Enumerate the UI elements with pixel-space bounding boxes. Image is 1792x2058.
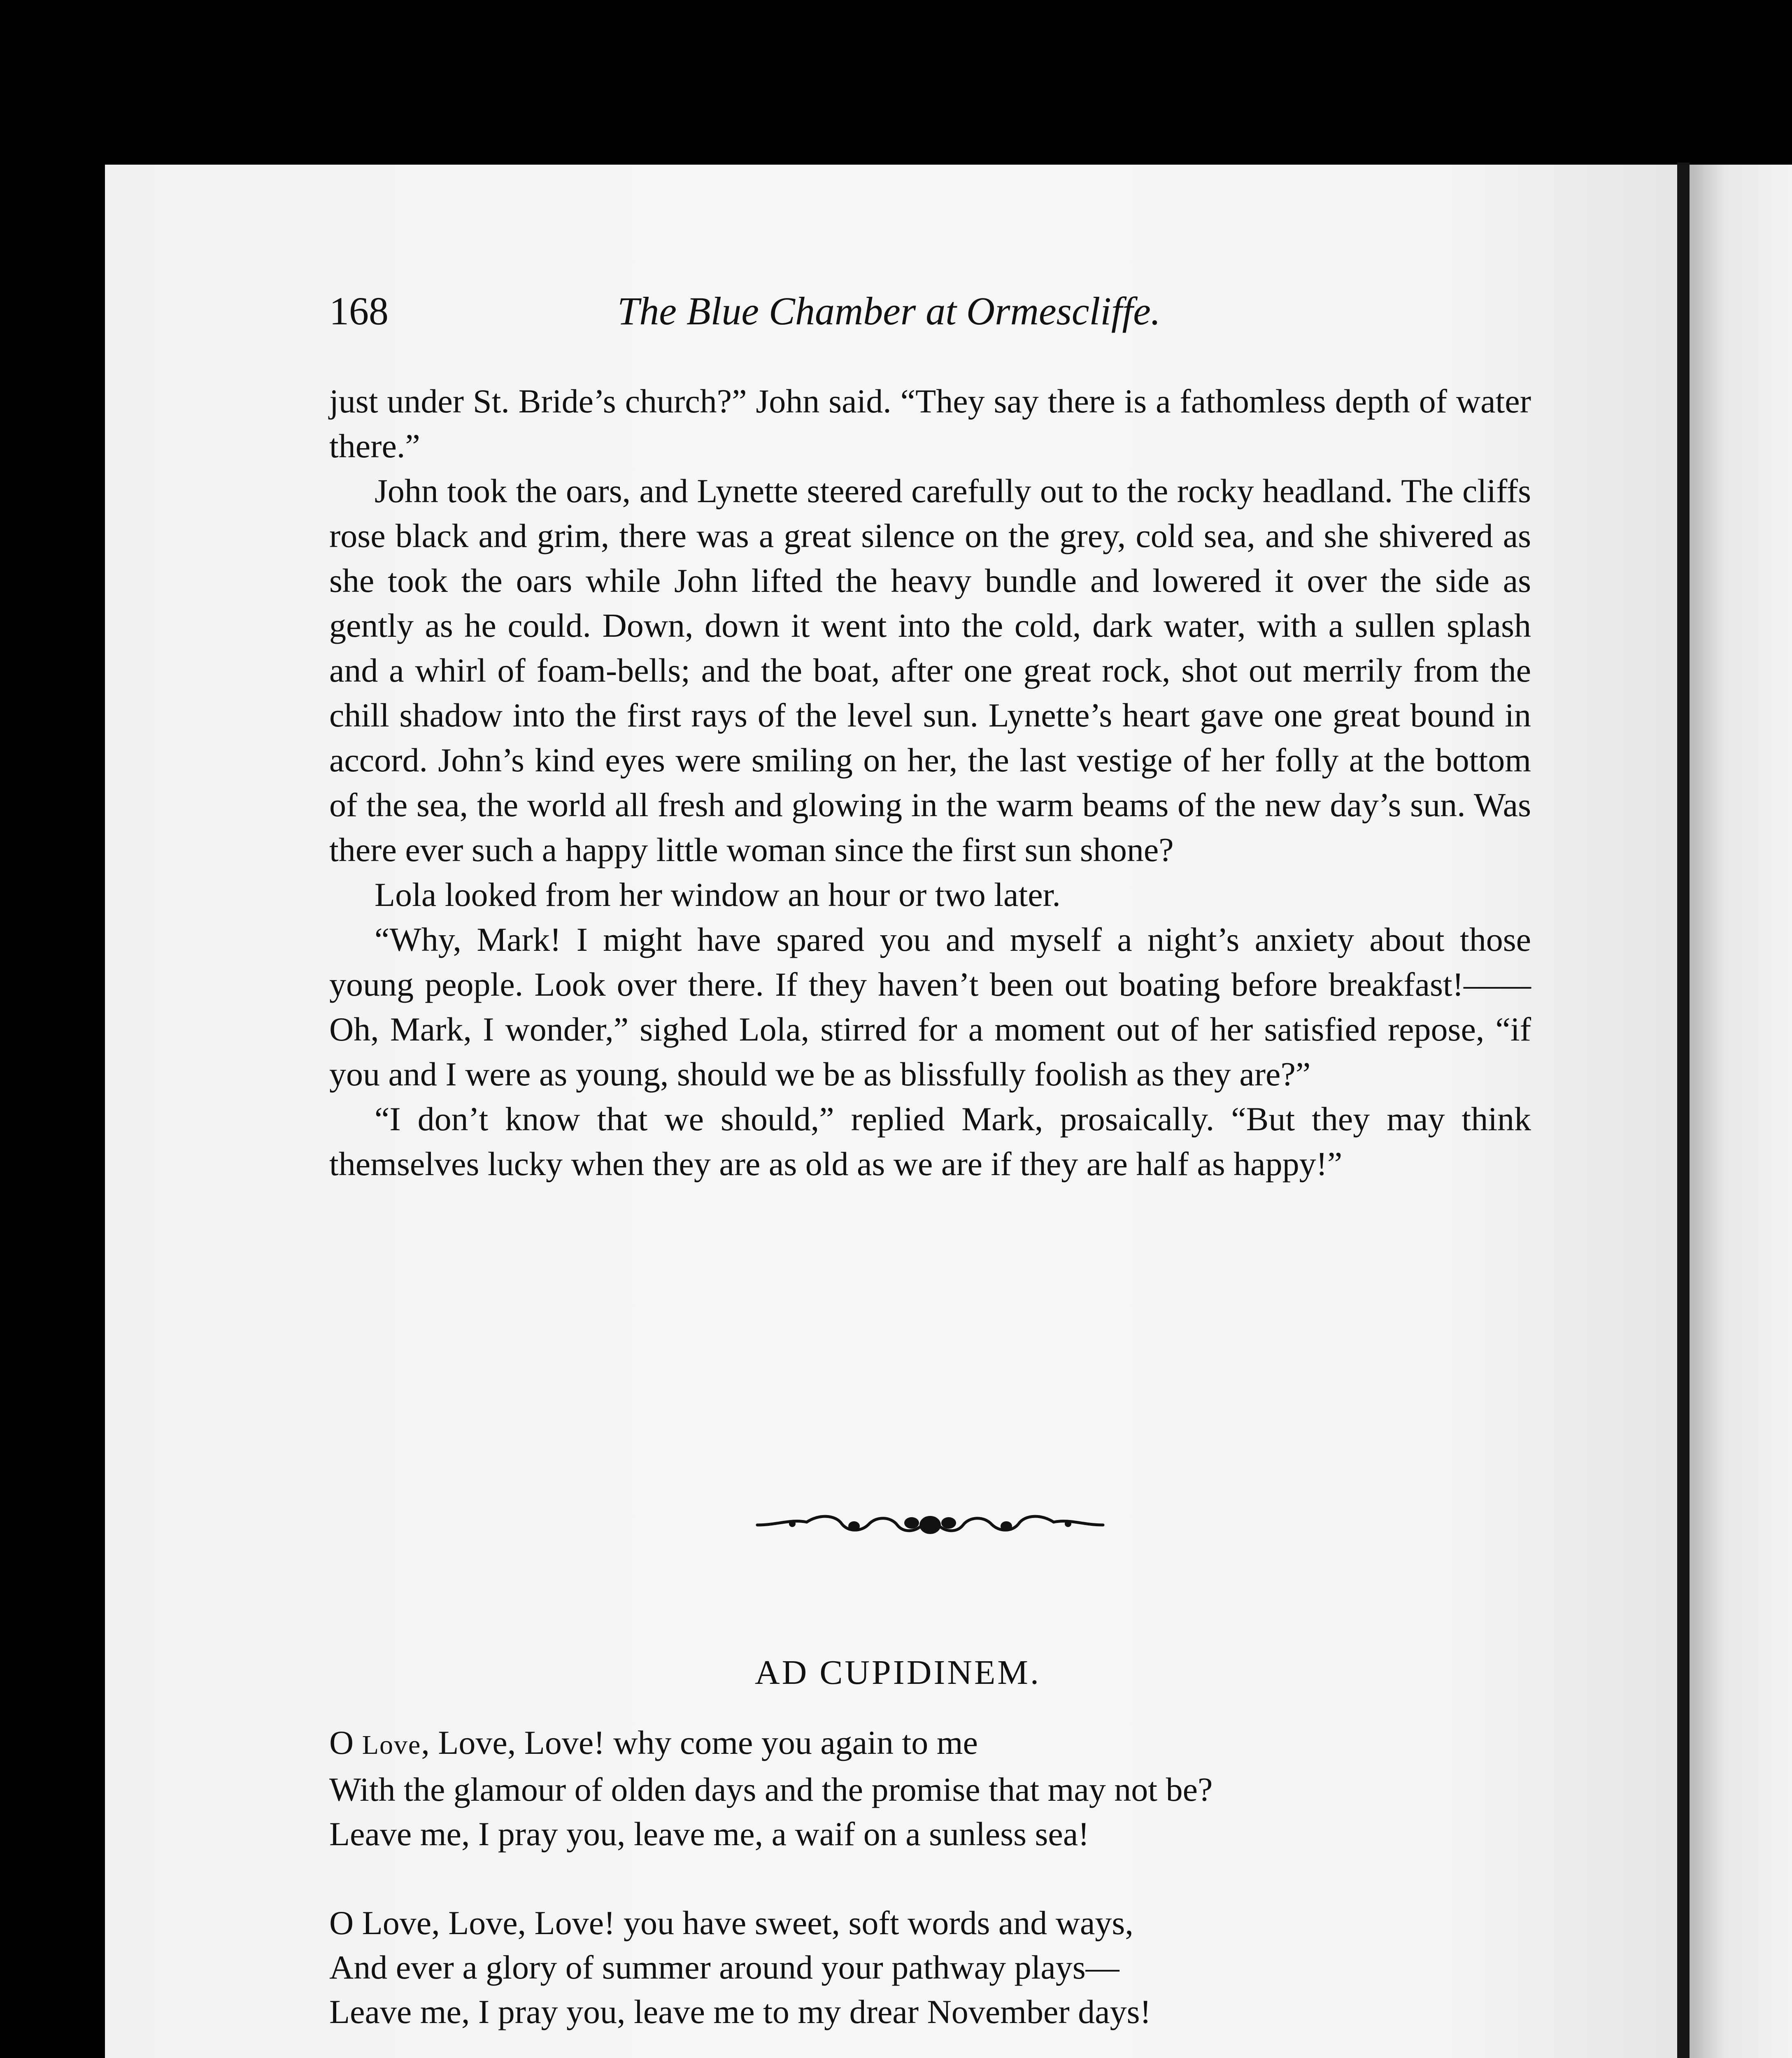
ornamental-divider-icon <box>753 1506 1107 1544</box>
running-head-title: The Blue Chamber at Ormescliffe. <box>617 289 1161 333</box>
poem-first-word-o: O <box>329 1724 354 1761</box>
paragraph: “I don’t know that we should,” replied Mark, prosaically. “But they may think themselves lucky when they are as old as we are if they are half as happy!” <box>329 1100 1531 1183</box>
poem-line: And ever a glory of summer around your pathway plays— <box>329 1949 1119 1986</box>
paragraph: “Why, Mark! I might have spared you and myself a night’s anxiety about those young people. Look over there. If they haven’t been out boating before breakfast!——Oh, Mark, I wonder,” sighed Lola, stirred for a moment out of her satisfied repose, “if you and I were as young, should we be as blissfully foolish as they are?” <box>329 921 1531 1093</box>
paragraph: John took the oars, and Lynette steered carefully out to the rocky headland. The cliffs rose black and grim, there was a great silence on the grey, cold sea, and she shivered as she took the oars while John lifted the heavy bundle and lowered it over the side as gently as he could. Down, down it went into the cold, dark water, with a sullen splash and a whirl of foam-bells; and the boat, after one great rock, shot out merrily from the chill shadow into the first rays of the level sun. Lynette’s heart gave one great bound in accord. John’s kind eyes were smiling on her, the last vestige of her folly at the bottom of the sea, the world all fresh and glowing in the warm beams of the new day’s sun. Was there ever such a happy little woman since the first sun shone? <box>329 472 1531 868</box>
poem-first-word-love: Love <box>362 1730 421 1760</box>
page-number: 168 <box>329 289 389 333</box>
poem-title: AD CUPIDINEM. <box>755 1653 1041 1692</box>
poem <box>329 1720 1543 2058</box>
poem-stanza <box>329 1720 1543 1856</box>
poem-line: Leave me, I pray you, leave me to my drear November days! <box>329 1993 1151 2030</box>
facing-page-edge <box>1690 165 1792 2058</box>
running-head <box>329 288 1235 338</box>
poem-line: O Love, Love, Love! you have sweet, soft words and ways, <box>329 1904 1133 1942</box>
paragraph: just under St. Bride’s church?” John said. “They say there is a fathomless depth of water there.” <box>329 382 1531 465</box>
paragraph: Lola looked from her window an hour or two later. <box>375 876 1061 913</box>
poem-line-rest: , Love, Love! why come you again to me <box>421 1724 978 1761</box>
poem-line: Leave me, I pray you, leave me, a waif on a sunless sea! <box>329 1815 1089 1853</box>
poem-stanza <box>329 1901 1543 2034</box>
poem-line: With the glamour of olden days and the promise that may not be? <box>329 1771 1213 1808</box>
poem-line <box>329 1720 1543 1767</box>
story-text <box>329 379 1531 1186</box>
page-gutter-shadow <box>1677 163 1690 2058</box>
